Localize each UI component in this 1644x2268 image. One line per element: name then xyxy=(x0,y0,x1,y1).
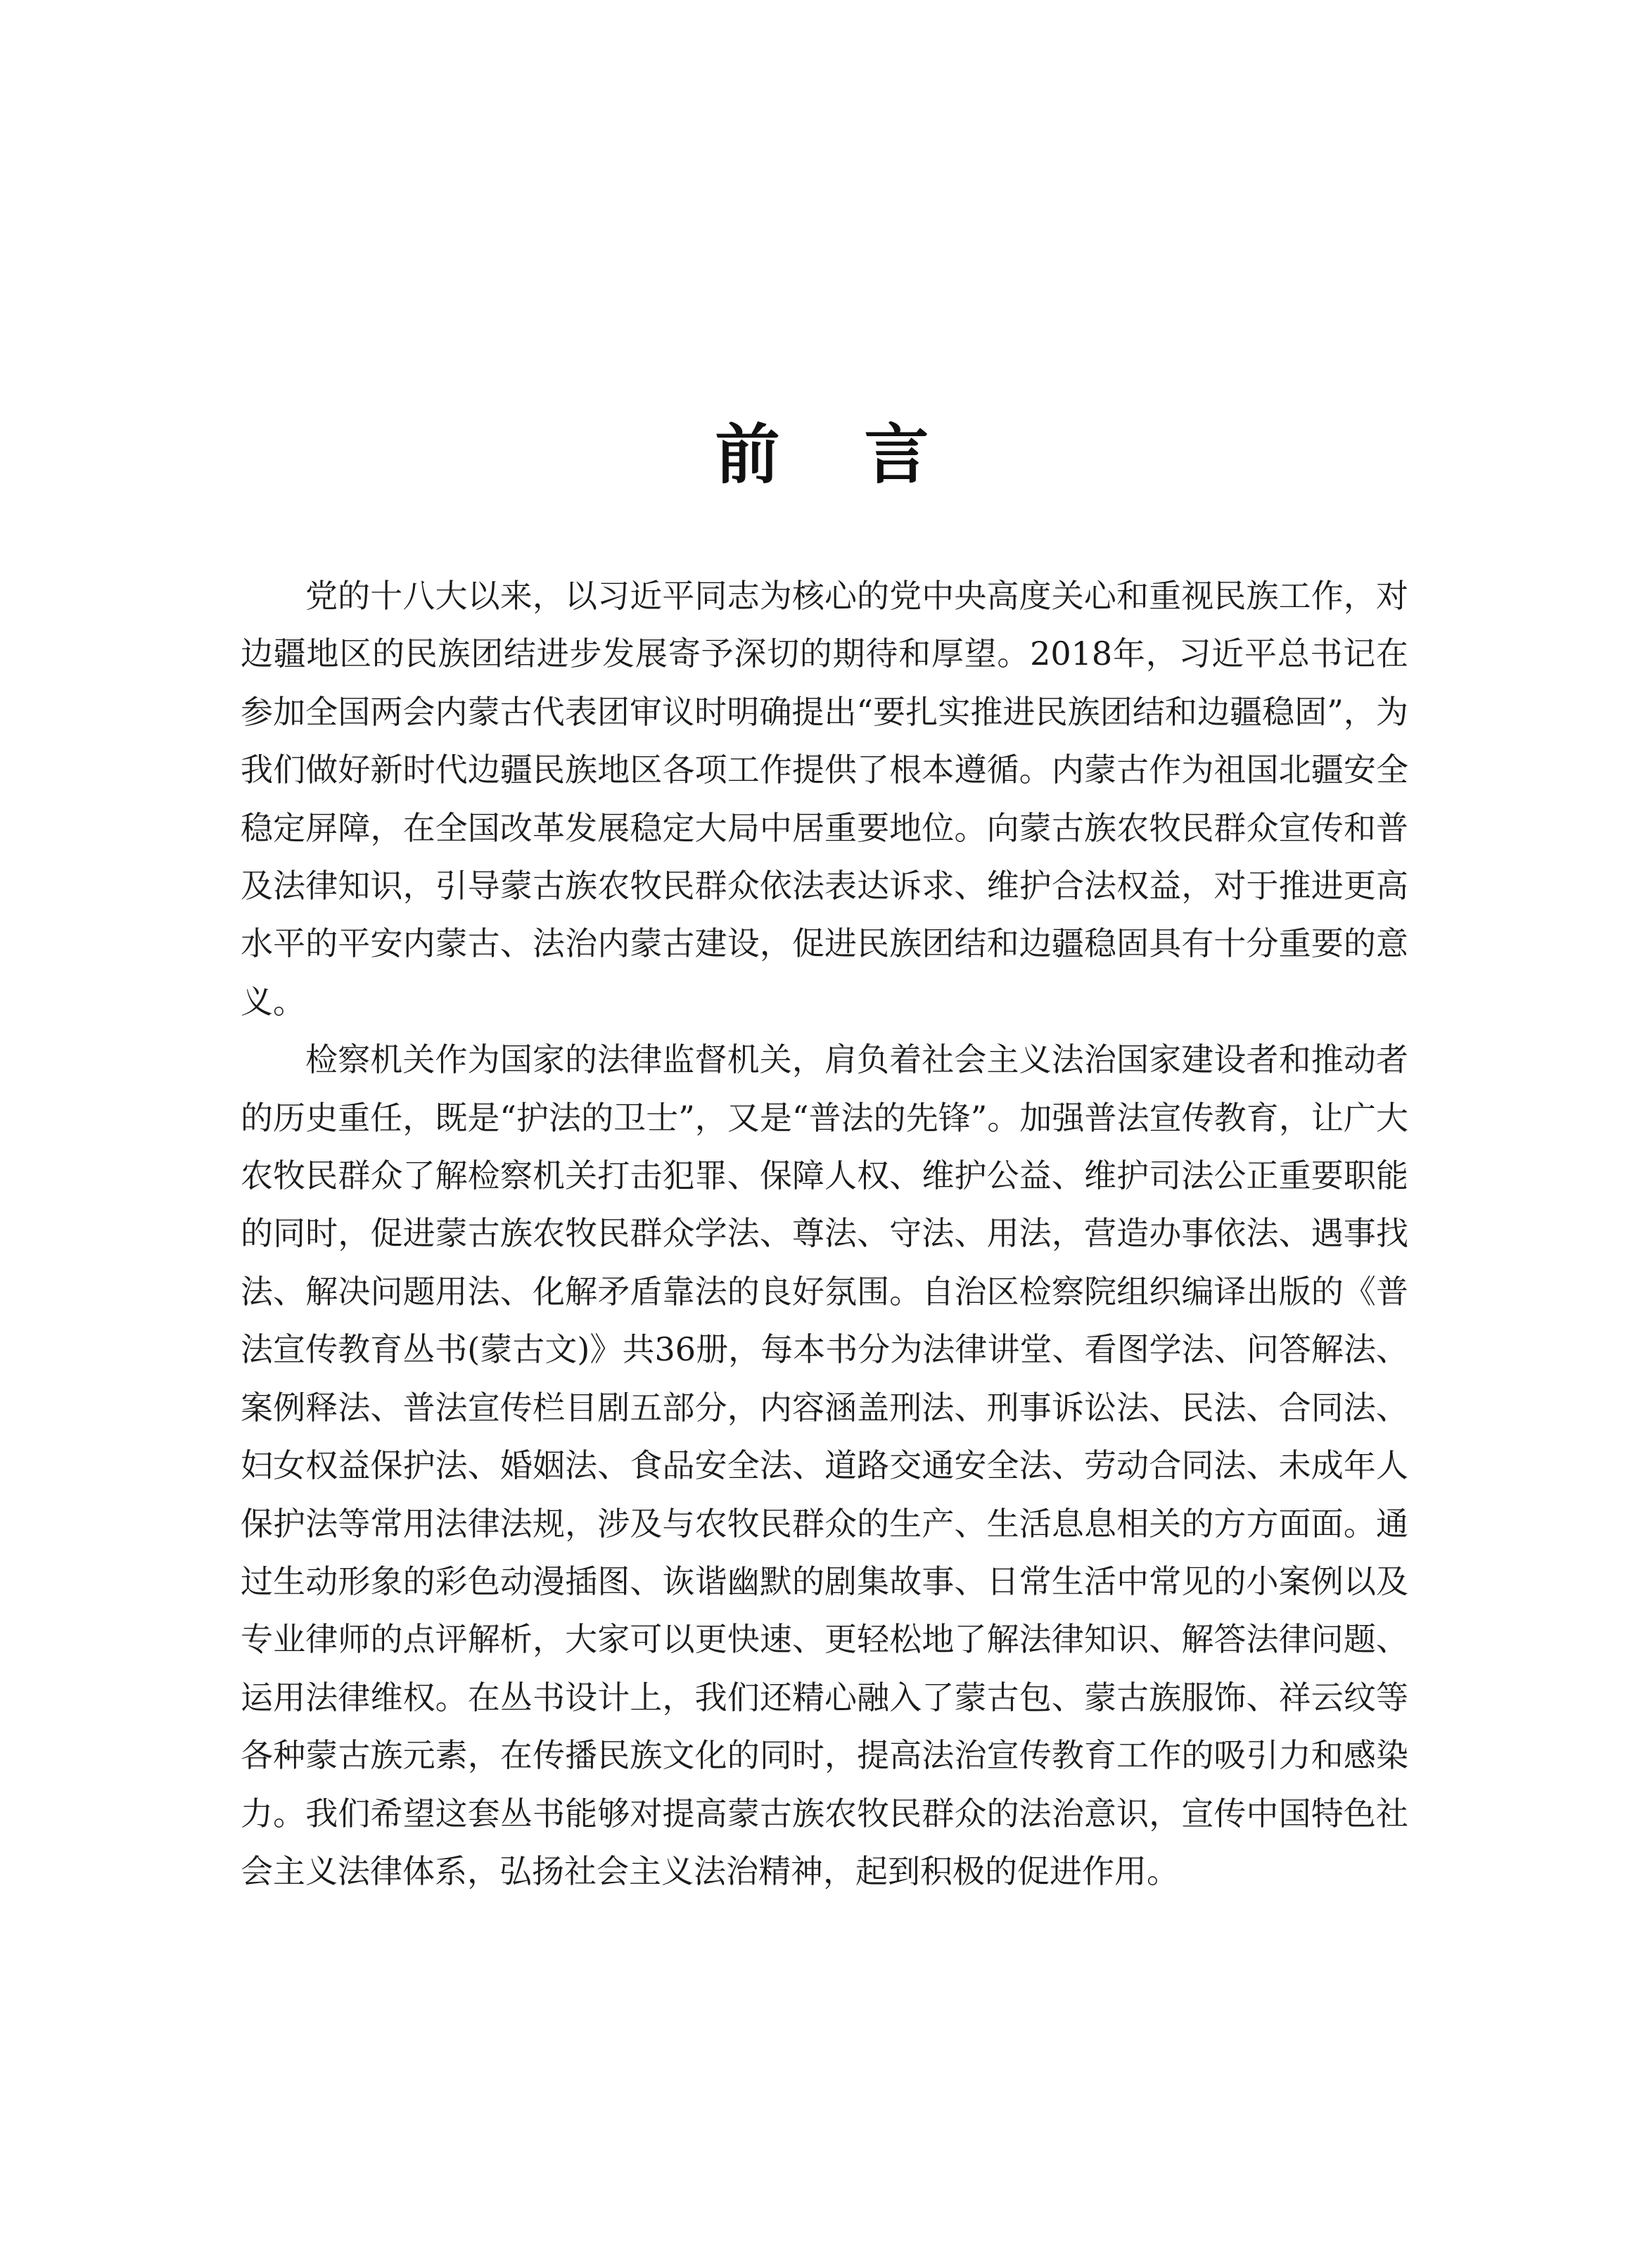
page-title xyxy=(0,413,1644,497)
paragraph-1: 党的十八大以来，以习近平同志为核心的党中央高度关心和重视民族工作，对边疆地区的民族团结进步发展寄予深切的期待和厚望。2018年，习近平总书记在参加全国两会内蒙古代表团审议时明确提出“要扎实推进民族团结和边疆稳固”，为我们做好新时代边疆民族地区各项工作提供了根本遵循。内蒙古作为祖国北疆安全稳定屏障，在全国改革发展稳定大局中居重要地位。向蒙古族农牧民群众宣传和普及法律知识，引导蒙古族农牧民群众依法表达诉求、维护合法权益，对于推进更高水平的平安内蒙古、法治内蒙古建设，促进民族团结和边疆稳固具有十分重要的意义。 xyxy=(241,577,1408,1021)
preface-body xyxy=(241,567,1408,1900)
title-char-2: 言 xyxy=(864,416,929,492)
title-char-1: 前 xyxy=(715,416,780,492)
paragraph-2: 检察机关作为国家的法律监督机关，肩负着社会主义法治国家建设者和推动者的历史重任，既是“护法的卫士”，又是“普法的先锋”。加强普法宣传教育，让广大农牧民群众了解检察机关打击犯罪、保障人权、维护公益、维护司法公正重要职能的同时，促进蒙古族农牧民群众学法、尊法、守法、用法，营造办事依法、遇事找法、解决问题用法、化解矛盾靠法的良好氛围。自治区检察院组织编译出版的《普法宣传教育丛书(蒙古文)》共36册，每本书分为法律讲堂、看图学法、问答解法、案例释法、普法宣传栏目剧五部分，内容涵盖刑法、刑事诉讼法、民法、合同法、妇女权益保护法、婚姻法、食品安全法、道路交通安全法、劳动合同法、未成年人保护法等常用法律法规，涉及与农牧民群众的生产、生活息息相关的方方面面。通过生动形象的彩色动漫插图、诙谐幽默的剧集故事、日常生活中常见的小案例以及专业律师的点评解析，大家可以更快速、更轻松地了解法律知识、解答法律问题、运用法律维权。在丛书设计上，我们还精心融入了蒙古包、蒙古族服饰、祥云纹等各种蒙古族元素，在传播民族文化的同时，提高法治宣传教育工作的吸引力和感染力。我们希望这套丛书能够对提高蒙古族农牧民群众的法治意识，宣传中国特色社会主义法律体系，弘扬社会主义法治精神，起到积极的促进作用。 xyxy=(241,1040,1408,1890)
